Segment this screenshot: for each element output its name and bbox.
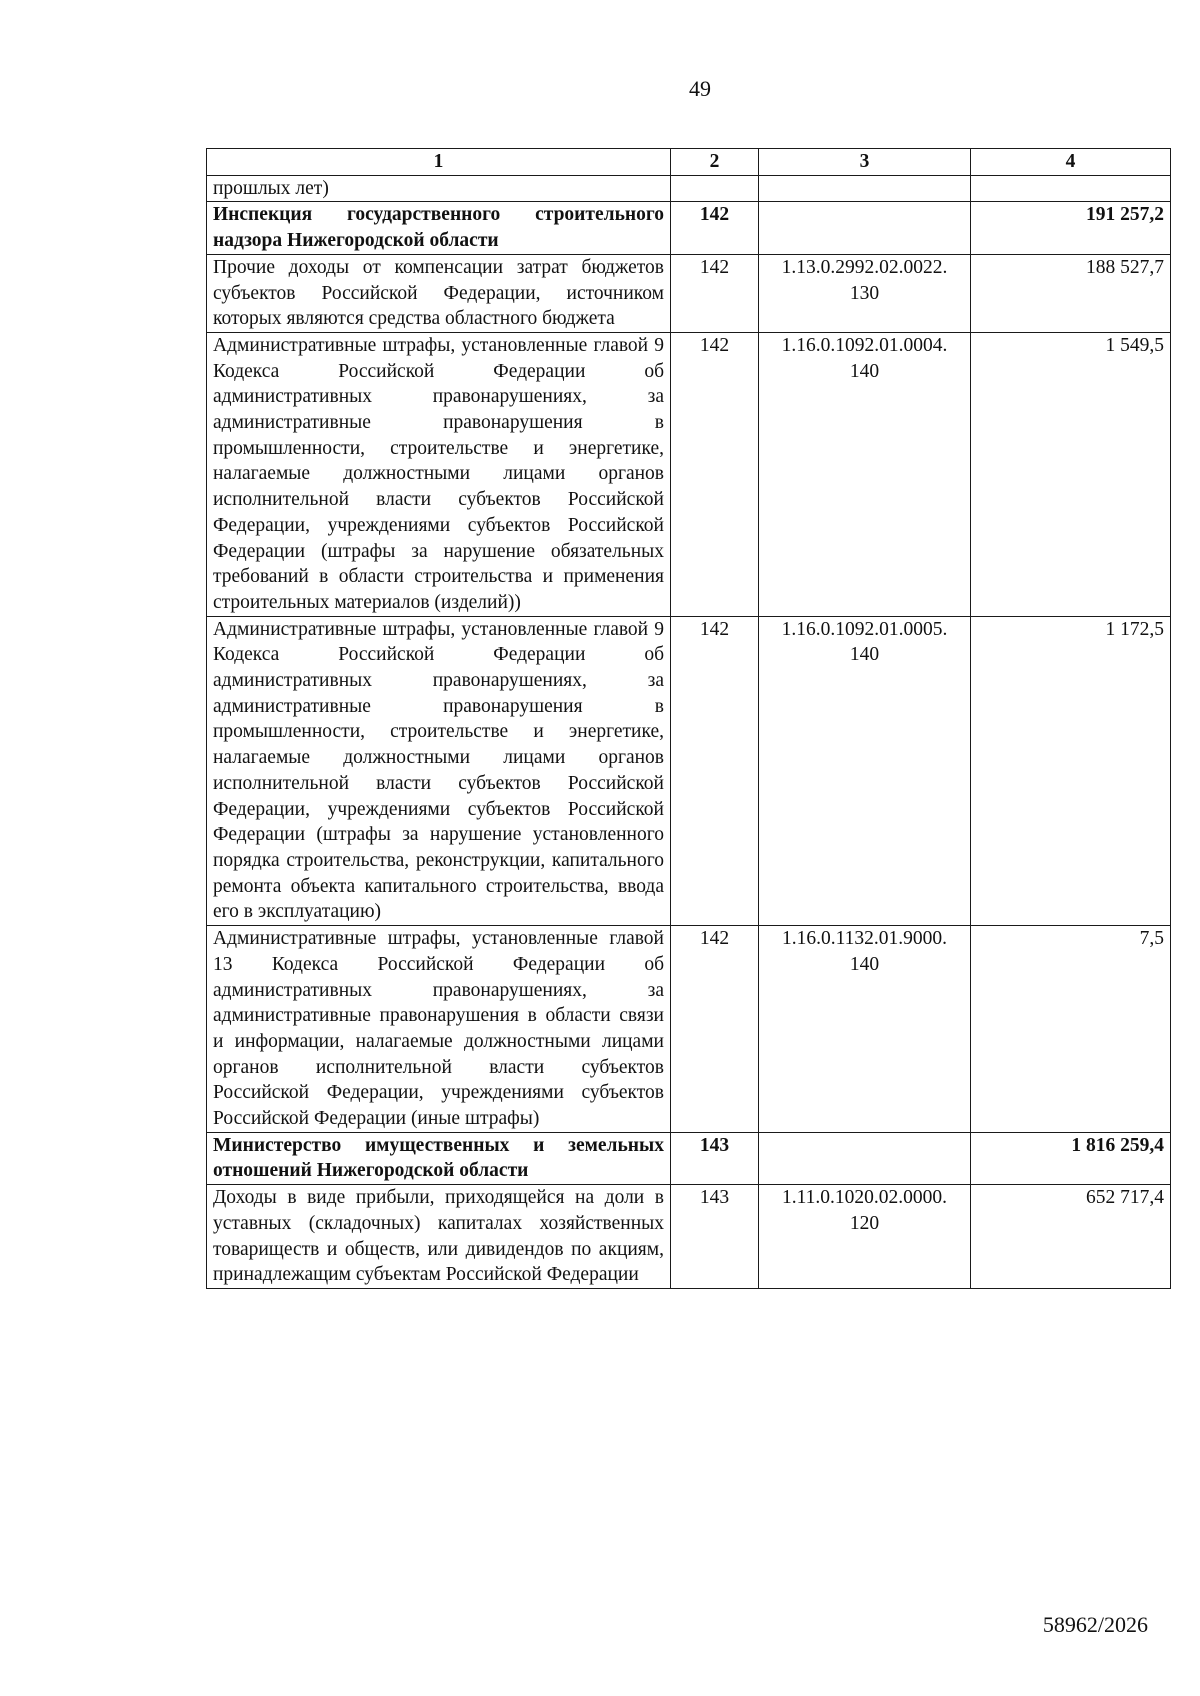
table-row bbox=[207, 616, 1171, 925]
table-row bbox=[207, 202, 1171, 254]
row-admin-code: 142 bbox=[671, 202, 759, 254]
row-budget-code: 1.11.0.1020.02.0000. 120 bbox=[759, 1185, 971, 1289]
column-header: 3 bbox=[759, 149, 971, 176]
row-admin-code: 143 bbox=[671, 1185, 759, 1289]
row-budget-code bbox=[759, 175, 971, 202]
row-amount: 191 257,2 bbox=[971, 202, 1171, 254]
row-amount: 652 717,4 bbox=[971, 1185, 1171, 1289]
row-amount bbox=[971, 175, 1171, 202]
row-amount: 7,5 bbox=[971, 926, 1171, 1133]
document-registration-number: 58962/2026 bbox=[1042, 1612, 1148, 1637]
row-admin-code: 143 bbox=[671, 1132, 759, 1184]
column-header: 4 bbox=[971, 149, 1171, 176]
row-description: Административные штрафы, установленные главой 13 Кодекса Российской Федерации об административных правонарушениях, за административные правонарушения в области связи и информации, налагаемые должностными лицами органов исполнительной власти субъектов Российской Федерации, учреждениями субъектов Российской Федерации (иные штрафы) bbox=[207, 926, 671, 1133]
column-header: 1 bbox=[207, 149, 671, 176]
table-row bbox=[207, 254, 1171, 332]
row-amount: 1 172,5 bbox=[971, 616, 1171, 925]
row-description: Министерство имущественных и земельных отношений Нижегородской области bbox=[207, 1132, 671, 1184]
row-admin-code: 142 bbox=[671, 616, 759, 925]
row-admin-code: 142 bbox=[671, 926, 759, 1133]
row-budget-code: 1.16.0.1132.01.9000. 140 bbox=[759, 926, 971, 1133]
table-row bbox=[207, 1132, 1171, 1184]
row-description: Административные штрафы, установленные главой 9 Кодекса Российской Федерации об административных правонарушениях, за административные правонарушения в промышленности, строительстве и энергетике, налагаемые должностными лицами органов исполнительной власти субъектов Российской Федерации, учреждениями субъектов Российской Федерации (штрафы за нарушение обязательных требований в области строительства и применения строительных материалов (изделий)) bbox=[207, 332, 671, 616]
row-amount: 188 527,7 bbox=[971, 254, 1171, 332]
row-budget-code bbox=[759, 202, 971, 254]
row-budget-code: 1.16.0.1092.01.0004. 140 bbox=[759, 332, 971, 616]
table-row bbox=[207, 926, 1171, 1133]
row-admin-code: 142 bbox=[671, 254, 759, 332]
row-amount: 1 549,5 bbox=[971, 332, 1171, 616]
row-description: Доходы в виде прибыли, приходящейся на доли в уставных (складочных) капиталах хозяйственных товариществ и обществ, или дивидендов по акциям, принадлежащим субъектам Российской Федерации bbox=[207, 1185, 671, 1289]
column-header: 2 bbox=[671, 149, 759, 176]
row-budget-code: 1.16.0.1092.01.0005. 140 bbox=[759, 616, 971, 925]
row-budget-code bbox=[759, 1132, 971, 1184]
revenue-table bbox=[206, 148, 1171, 1289]
table-row bbox=[207, 1185, 1171, 1289]
row-description: Административные штрафы, установленные главой 9 Кодекса Российской Федерации об административных правонарушениях, за административные правонарушения в промышленности, строительстве и энергетике, налагаемые должностными лицами органов исполнительной власти субъектов Российской Федерации, учреждениями субъектов Российской Федерации (штрафы за нарушение установленного порядка строительства, реконструкции, капитального ремонта объекта капитального строительства, ввода его в эксплуатацию) bbox=[207, 616, 671, 925]
page-number: 49 bbox=[689, 76, 711, 101]
row-description: прошлых лет) bbox=[207, 175, 671, 202]
table-row bbox=[207, 175, 1171, 202]
row-budget-code: 1.13.0.2992.02.0022. 130 bbox=[759, 254, 971, 332]
row-admin-code: 142 bbox=[671, 332, 759, 616]
row-description: Прочие доходы от компенсации затрат бюджетов субъектов Российской Федерации, источником которых являются средства областного бюджета bbox=[207, 254, 671, 332]
table-row bbox=[207, 332, 1171, 616]
row-amount: 1 816 259,4 bbox=[971, 1132, 1171, 1184]
row-description: Инспекция государственного строительного надзора Нижегородской области bbox=[207, 202, 671, 254]
table-header-row bbox=[207, 149, 1171, 176]
row-admin-code bbox=[671, 175, 759, 202]
